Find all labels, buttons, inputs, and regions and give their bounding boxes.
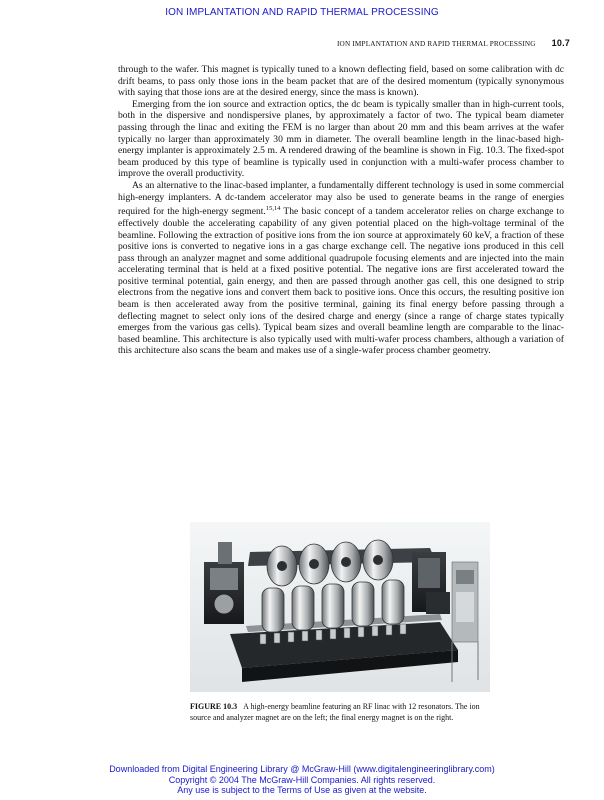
paragraph-3 [118,180,564,357]
figure-caption [190,701,496,723]
figure-caption-text: A high-energy beamline featuring an RF linac with 12 resonators. The ion source and analyzer magnet are on the left; the final energy magnet is on the right. [190,702,480,722]
paragraph-2: Emerging from the ion source and extraction optics, the dc beam is typically smaller than in high-current tools, both in the dispersive and nondispersive planes, by approximately a factor of two. The typical beam diameter passing through the linac and exiting the FEM is no larger than about 20 mm and this beam arrives at the wafer typically no larger than approximately 30 mm in diameter. The overall beamline length in the linac-based high-energy implanter is approximately 2.5 m. A rendered drawing of the beamline is shown in Fig. 10.3. The fixed-spot beam produced by this type of beamline is typically used in conjunction with a multi-wafer process chamber to improve the overall productivity. [118,98,564,180]
paragraph-1: through to the wafer. This magnet is typically tuned to a known deflecting field, based on some calibration with dc drift beams, to pass only those ions in the beam packet that are of the desired momentum (typically synonymous with saying that those ions are at the desired energy, since the mass is known). [118,64,564,99]
page-number: 10.7 [551,38,570,48]
paragraph-3-part-1: As an alternative to the linac-based implanter, a fundamentally different technology is used in some commercial high-energy implanters. A dc-tandem accelerator may also be used to generate beams in the range of energies required for the high-energy segment. [118,179,564,218]
running-head-title: ION IMPLANTATION AND RAPID THERMAL PROCESSING [336,40,536,48]
beamline-rendering [190,522,490,692]
download-footer [0,764,604,796]
beamline-figure [190,522,490,692]
footer-download-link[interactable]: Downloaded from Digital Engineering Library @ McGraw-Hill (www.digitalengineeringlibrary.com) [109,764,495,774]
footer-terms: Any use is subject to the Terms of Use as given at the website. [177,785,427,795]
body-text [118,64,564,357]
figure-label: FIGURE 10.3 [190,702,238,711]
chapter-banner: ION IMPLANTATION AND RAPID THERMAL PROCESSING [165,7,439,18]
running-head [337,38,570,48]
citation-superscript: 15,14 [265,205,281,213]
footer-copyright: Copyright © 2004 The McGraw-Hill Companies. All rights reserved. [168,774,436,785]
paragraph-3-part-2: The basic concept of a tandem accelerator relies on charge exchange to effectively double the accelerating capability of any given potential placed on the high-voltage terminal of the beamline. Following the extraction of positive ions from the ion source at approximately 60 keV, a fraction of these positive ions is converted to negative ions in a gas charge exchange cell. The negative ions produced in this cell pass through an analyzer magnet and some additional quadrupole focusing elements and are injected into the main accelerating terminal that is held at a fixed positive potential. The negative ions are first accelerated toward the positive terminal potential, gain energy, and then are passed through another gas cell, this one designed to strip electrons from the negative ions and convert them back to positive ions. Once this occurs, the resulting positive ion beam is then accelerated away from the positive terminal, gaining its final energy before passing through a deflecting magnet to select only ions of the desired charge and energy (since a range of charge states typically emerges from the various gas cells). Typical beam sizes and overall beamline length are comparable to the linac-based beamline. This architecture is also typically used with multi-wafer process chambers, although a variation of this architecture also scans the beam and makes use of a single-wafer process chamber geometry. [118,206,565,357]
